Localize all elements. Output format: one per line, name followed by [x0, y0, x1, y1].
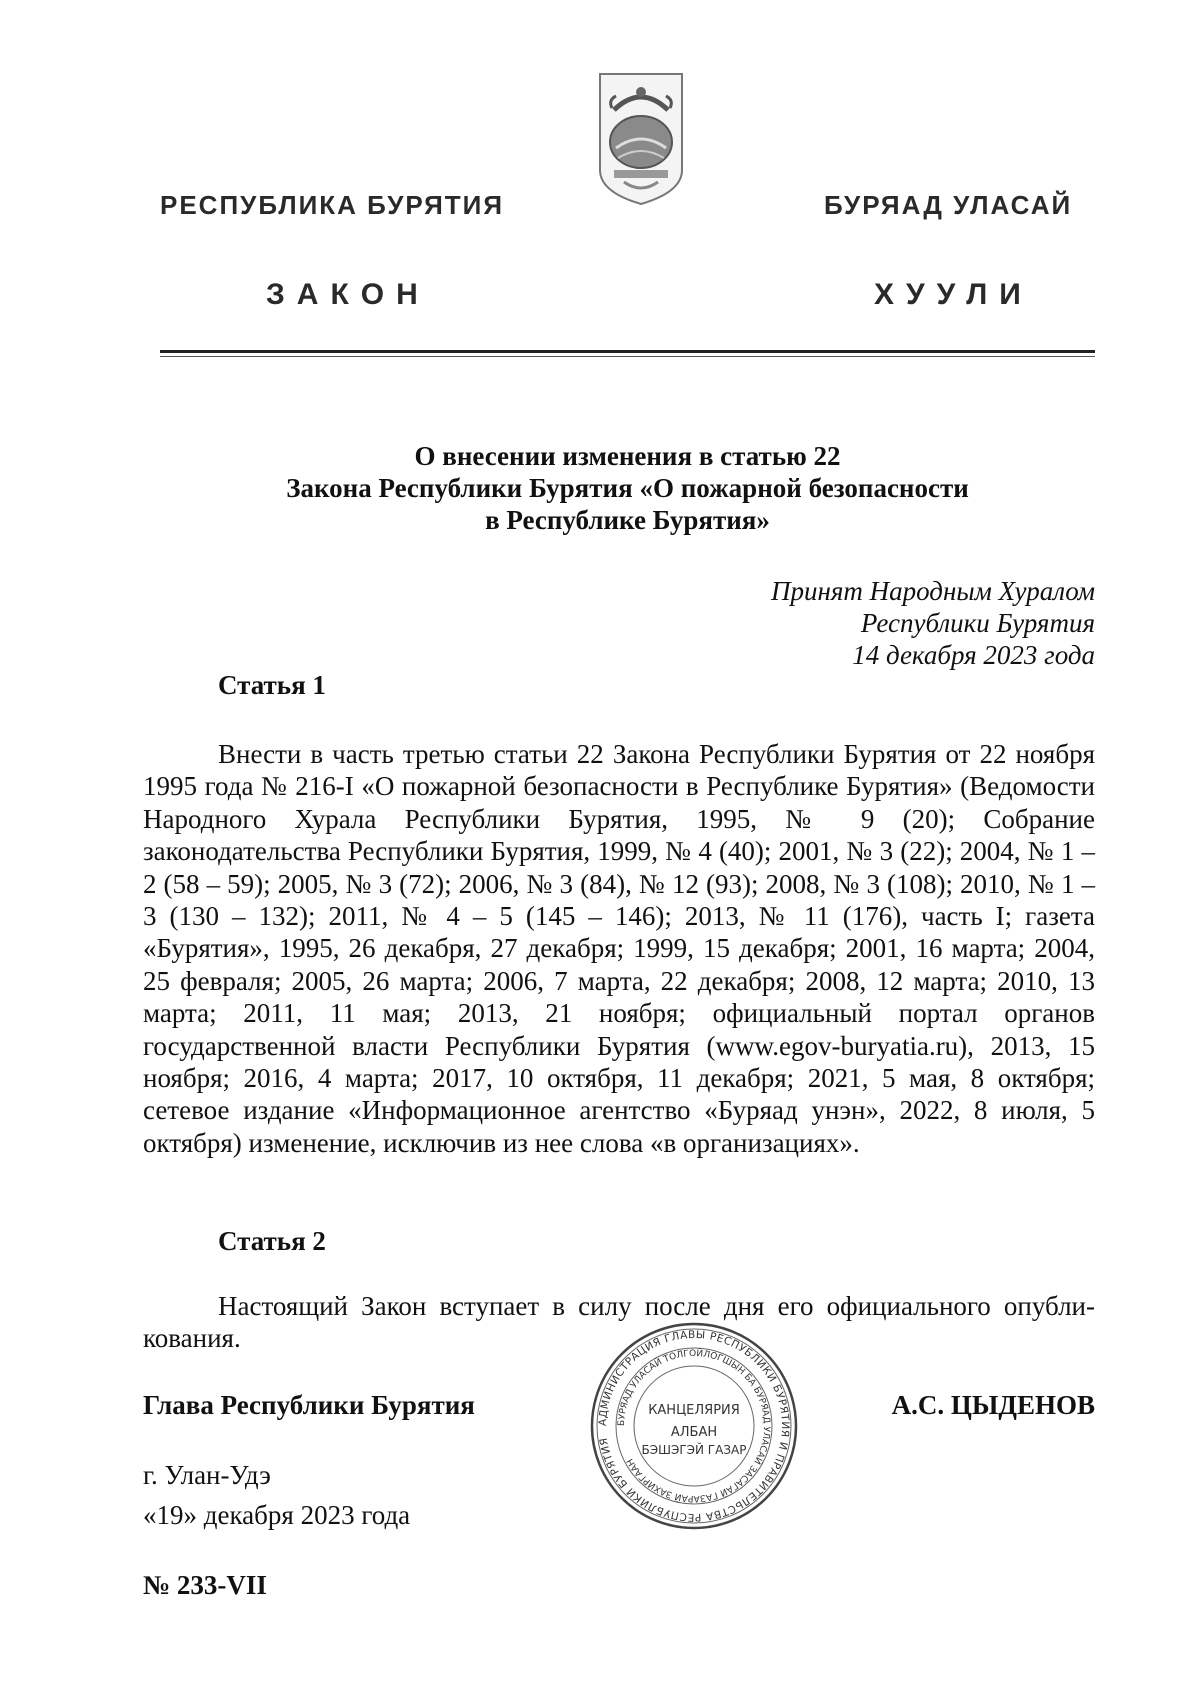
article-1-heading: Статья 1 — [218, 670, 326, 700]
header-divider — [160, 350, 1095, 357]
seal-center-line: КАНЦЕЛЯРИЯ — [648, 1403, 740, 1418]
article-2-text: Настоящий Закон вступает в силу после дня его официального опубли-кования. — [143, 1291, 1095, 1354]
title-line: в Республике Бурятия» — [485, 505, 770, 535]
seal-inner-text: БУРЯАД УЛАСАЙ ТОЛГОЙЛОГШЫН БА БУРЯАД УЛАСАЙ ЗАСАГАЙ ГАЗАРАЙ ЗАХИРГААН — [616, 1348, 772, 1504]
seal-center-line: БЭШЭГЭЙ ГАЗАР — [641, 1443, 747, 1457]
law-label-buryat: ХУУЛИ — [874, 278, 1033, 311]
document-title — [160, 440, 1095, 536]
signing-place: г. Улан-Удэ — [143, 1460, 271, 1490]
adoption-line: 14 декабря 2023 года — [852, 640, 1095, 670]
seal-center-line: АЛБАН — [670, 1425, 718, 1440]
signing-date: «19» декабря 2023 года — [143, 1500, 411, 1530]
law-number: № 233-VII — [143, 1570, 267, 1600]
law-label-russian: ЗАКОН — [266, 278, 430, 311]
official-seal-icon — [588, 1320, 800, 1532]
republic-name-russian: РЕСПУБЛИКА БУРЯТИЯ — [160, 190, 505, 220]
title-line: О внесении изменения в статью 22 — [414, 441, 841, 471]
coat-of-arms-icon — [594, 70, 688, 208]
title-line: Закона Республики Бурятия «О пожарной безопасности — [286, 473, 969, 503]
signatory-name: А.С. ЦЫДЕНОВ — [891, 1390, 1095, 1420]
republic-name-buryat: БУРЯАД УЛАСАЙ — [824, 190, 1073, 220]
article-1-text: Внести в часть третью статьи 22 Закона Республики Бурятия от 22 ноября 1995 года № 216-I «О пожарной безопасности в Республике Бурятия» (Ведомости Народного Хурала Республики Бурятия, 1995, № 9 (20); Собрание законодательства Республики Бурятия, 1999, № 4 (40); 2001, № 3 (22); 2004, № 1 – 2 (58 – 59); 2005, № 3 (72); 2006, № 3 (84), № 12 (93); 2008, № 3 (108); 2010, № 1 – 3 (130 – 132); 2011, № 4 – 5 (145 – 146); 2013, № 11 (176), часть I; газета «Бурятия», 1995, 26 декабря, 27 декабря; 1999, 15 декабря; 2001, 16 марта; 2004, 25 февраля; 2005, 26 марта; 2006, 7 марта, 22 декабря; 2008, 12 марта; 2010, 13 марта; 2011, 11 мая; 2013, 21 ноября; официальный портал органов государственной власти Республики Бурятия (www.egov-buryatia.ru), 2013, 15 ноября; 2016, 4 марта; 2017, 10 октября, 11 декабря; 2021, 5 мая, 8 октября; сетевое издание «Информационное агентство «Буряад унэн», 2022, 8 июля, 5 октября) изменение, исключив из нее слова «в организациях». — [143, 739, 1095, 1158]
adoption-line: Принят Народным Хуралом — [770, 576, 1095, 606]
seal-outer-text: АДМИНИСТРАЦИЯ ГЛАВЫ РЕСПУБЛИКИ БУРЯТИЯ И ПРАВИТЕЛЬСТВА РЕСПУБЛИКИ БУРЯТИЯ — [596, 1328, 792, 1524]
adoption-note — [771, 575, 1095, 671]
signatory-title: Глава Республики Бурятия — [143, 1390, 475, 1420]
article-2-heading: Статья 2 — [218, 1226, 326, 1256]
adoption-line: Республики Бурятия — [860, 608, 1095, 638]
